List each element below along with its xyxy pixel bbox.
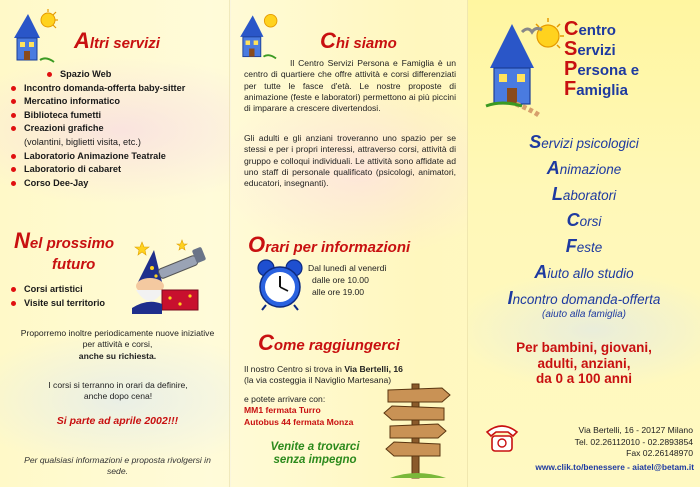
- altri-servizi-heading: Altri servizi: [74, 28, 160, 53]
- center-title: [564, 20, 639, 100]
- list-item: Laboratorio di cabaret: [8, 163, 223, 177]
- panel-left: [0, 0, 230, 487]
- venite-text: Venite a trovarci senza impegno: [270, 441, 360, 466]
- nel-prossimo-heading: Nel prossimo futuro: [14, 228, 115, 273]
- audience-line: da 0 a 100 anni: [535, 371, 633, 386]
- service-item: Corsi: [566, 210, 602, 230]
- come-raggiungerci-heading: Come raggiungerci: [258, 330, 400, 355]
- panel-middle: [230, 0, 468, 487]
- chi-siamo-heading: Chi siamo: [320, 28, 397, 53]
- info-text: Per qualsiasi informazioni e proposta rivolgersi in sede.: [24, 455, 211, 477]
- about-paragraph-2: Gli adulti e gli anziani troveranno uno spazio per se stessi e per i propri interessi, attraverso corsi, attività di gruppo e colloqui individuali. Le attività sono affidate ad uno staff di personale qualificato (psicologi, animatori, educatori, insegnanti).: [244, 133, 456, 189]
- audience-line: adulti, anziani,: [537, 355, 631, 371]
- target-audience: [468, 340, 700, 387]
- corsi-text: I corsi si terranno in orari da definire, anche dopo cena!: [48, 380, 188, 402]
- house-logo-icon: [236, 10, 282, 62]
- service-subtext: (aiuto alla famiglia): [542, 309, 626, 320]
- fax-text: Fax 02.26148970: [626, 448, 693, 458]
- list-item: Spazio Web: [44, 68, 223, 82]
- panel-right: [468, 0, 700, 487]
- service-item: Feste: [565, 236, 603, 256]
- contact-block: [508, 425, 693, 460]
- signpost-icon: [380, 380, 452, 480]
- orari-text: Dal lunedì al venerdì dalle ore 10.00 alle ore 19.00: [308, 263, 387, 297]
- title-line: Famiglia: [564, 78, 628, 100]
- service-item: Aiuto allo studio: [534, 262, 634, 282]
- list-item: Incontro domanda-offerta baby-sitter: [8, 82, 223, 96]
- arrivare-text: e potete arrivare con: MM1 fermata Turro Autobus 44 fermata Monza: [244, 394, 354, 427]
- service-item: Animazione: [546, 158, 622, 178]
- website-email-link[interactable]: www.clik.to/benessere - aiatel@betam.it: [535, 462, 694, 472]
- phone-text: Tel. 02.26112010 - 02.2893854: [574, 436, 693, 447]
- list-item: Biblioteca fumetti: [8, 109, 223, 123]
- orari-heading: Orari per informazioni: [248, 232, 411, 257]
- list-item: Creazioni grafiche (volantini, biglietti visita, etc.): [8, 122, 223, 149]
- services-list: [8, 68, 223, 190]
- come-text: Il nostro Centro si trova in Via Bertelli, 16 (la via costeggia il Naviglio Martesana): [244, 364, 403, 386]
- service-item: Laboratori: [551, 184, 617, 204]
- list-item: Corso Dee-Jay: [8, 177, 223, 191]
- list-item: Laboratorio Animazione Teatrale: [8, 150, 223, 164]
- house-logo-icon: [10, 8, 60, 66]
- title-line: Persona e: [564, 58, 640, 80]
- parte-text: Si parte ad aprile 2002!!!: [56, 415, 179, 427]
- address-text: Via Bertelli, 16 - 20127 Milano: [578, 425, 693, 435]
- future-list: [8, 283, 158, 310]
- service-item: Incontro domanda-offerta: [507, 288, 661, 308]
- list-item: Mercatino informatico: [8, 95, 223, 109]
- service-item: Servizi psicologici: [529, 132, 639, 152]
- house-logo-icon: [482, 14, 566, 118]
- propose-text: Proporremo inoltre periodicamente nuove iniziative per attività e corsi, anche su richiesta.: [20, 328, 215, 361]
- list-item: Corsi artistici: [8, 283, 158, 297]
- title-line: Servizi: [564, 38, 616, 60]
- audience-line: Per bambini, giovani,: [516, 340, 652, 355]
- about-paragraph-1: Il Centro Servizi Persona e Famiglia è un centro di quartiere che offre attività e corsi differenziati per tutte le fasce d'età. Le nostre proposte di animazione (feste e laboratori) permettono ai più piccini di imparare a crescere divertendosi.: [244, 58, 456, 114]
- list-item: Visite sul territorio: [8, 297, 158, 311]
- alarm-clock-icon: [252, 256, 308, 312]
- title-line: Centro: [564, 18, 616, 40]
